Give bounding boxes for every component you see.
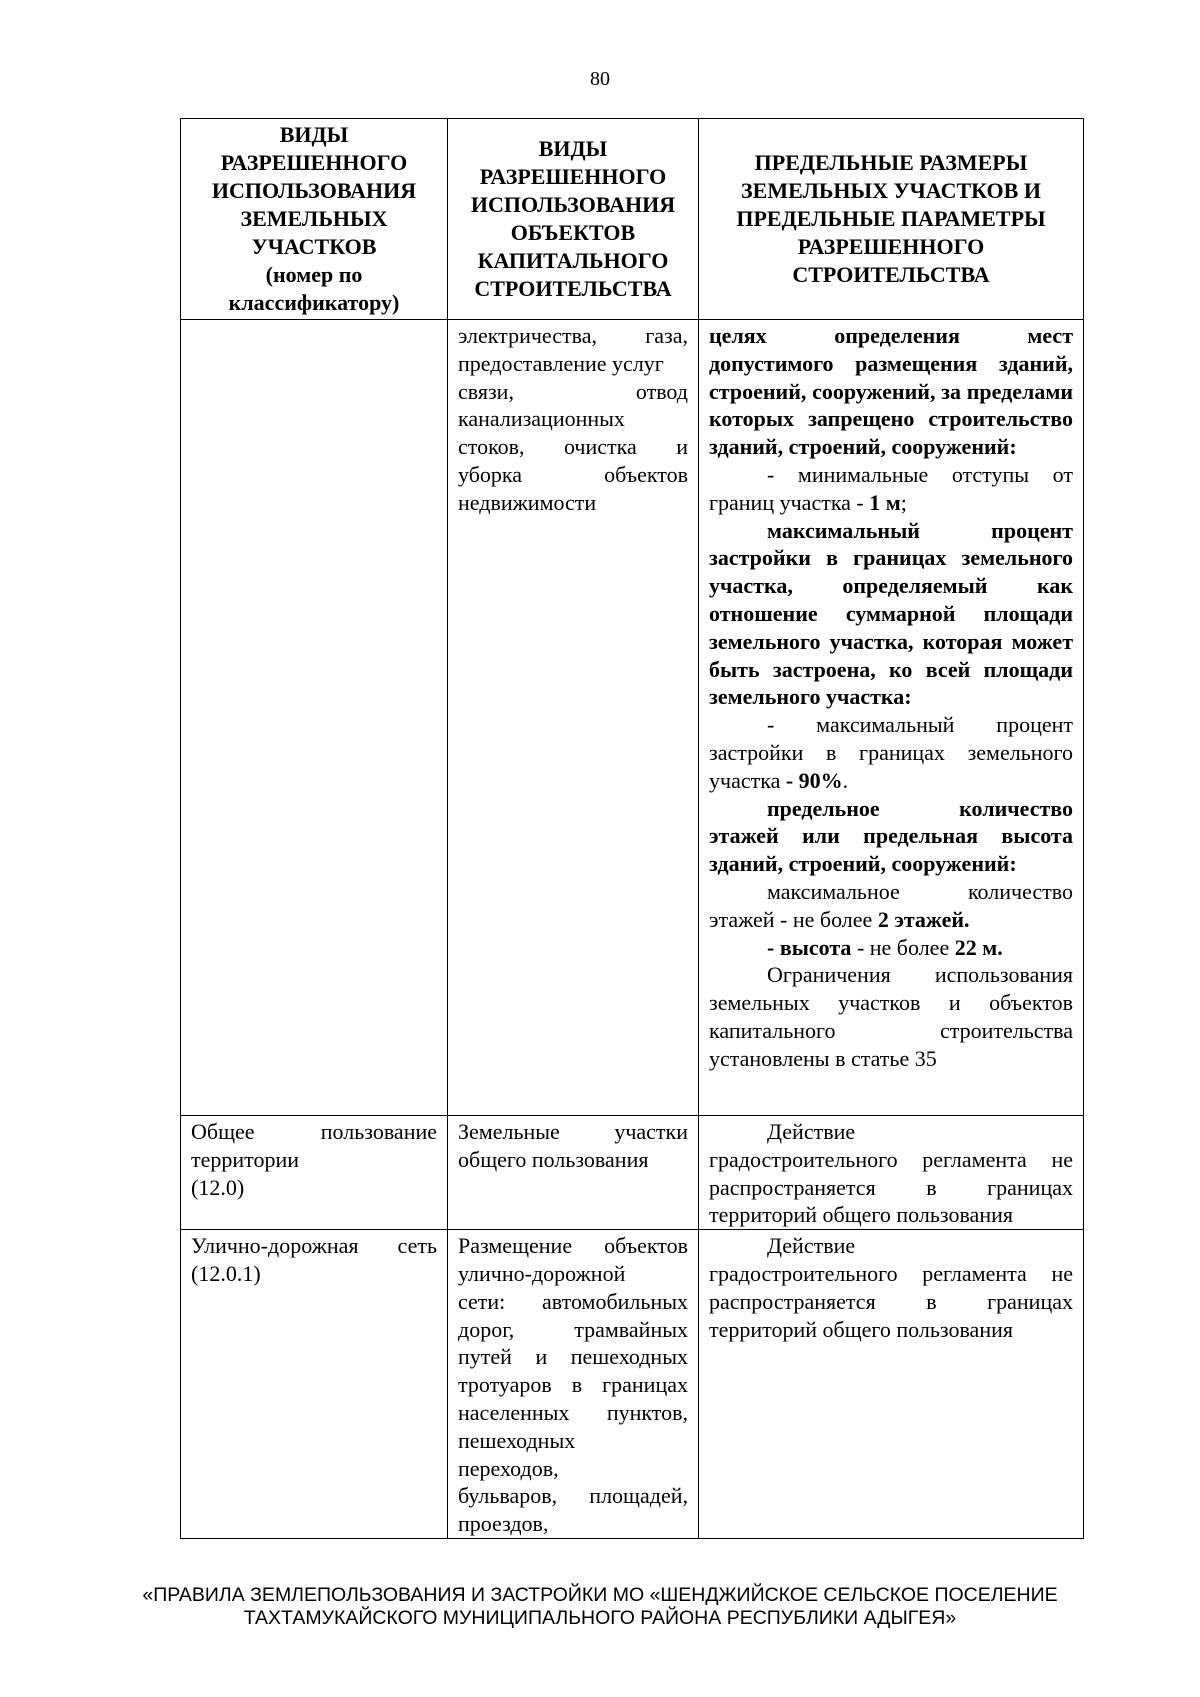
- footer-line: «ПРАВИЛА ЗЕМЛЕПОЛЬЗОВАНИЯ И ЗАСТРОЙКИ МО «ШЕНДЖИЙСКОЕ СЕЛЬСКОЕ ПОСЕЛЕНИЕ: [142, 1584, 1058, 1606]
- row1-land-use-cell: [181, 320, 448, 1116]
- document-footer: [0, 1584, 1200, 1630]
- footer-line: ТАХТАМУКАЙСКОГО МУНИЦИПАЛЬНОГО РАЙОНА РЕСПУБЛИКИ АДЫГЕЯ»: [243, 1607, 957, 1629]
- row1-col2-line: уборка объектов: [458, 461, 688, 487]
- classifier-code: (12.0.1): [191, 1260, 261, 1286]
- row1-col2-line: электричества, газа,: [458, 323, 688, 348]
- page-number: 80: [590, 68, 610, 90]
- row3-construction-cell: Размещение объектов улично-дорожной сети: автомобильных дорог, трамвайных путей и пешеходных тротуаров в границах населенных пунктов, пешеходных переходов, бульваров, площадей, проездов,: [448, 1230, 699, 1539]
- table-row: [181, 1230, 1084, 1539]
- min-setback-text: - минимальные отступы от границ участка - 1 м;: [709, 461, 1073, 515]
- header-classifier-note: (номер по классификатору): [228, 262, 400, 315]
- row1-col2-line: недвижимости: [458, 489, 597, 515]
- row1-parameters-cell: [699, 320, 1084, 1116]
- header-construction-use-types: ВИДЫ РАЗРЕШЕННОГО ИСПОЛЬЗОВАНИЯ ОБЪЕКТОВ КАПИТАЛЬНОГО СТРОИТЕЛЬСТВА: [448, 119, 699, 320]
- header-land-use-title: ВИДЫ РАЗРЕШЕННОГО ИСПОЛЬЗОВАНИЯ ЗЕМЕЛЬНЫХ УЧАСТКОВ: [211, 122, 417, 259]
- max-height-value: 22 м.: [954, 934, 1003, 960]
- max-floors-value: 2 этажей.: [877, 906, 970, 932]
- row1-col2-line: связи, отвод: [458, 378, 688, 404]
- row1-col2-line: стоков, очистка и: [458, 434, 688, 460]
- land-use-name: Общее пользование территории: [191, 1119, 437, 1172]
- row3-land-use-cell: [181, 1230, 448, 1539]
- header-limit-parameters: ПРЕДЕЛЬНЫЕ РАЗМЕРЫ ЗЕМЕЛЬНЫХ УЧАСТКОВ И ПРЕДЕЛЬНЫЕ ПАРАМЕТРЫ РАЗРЕШЕННОГО СТРОИТЕЛЬСТВА: [699, 119, 1084, 320]
- row2-parameters-cell: Действие градостроительного регламента не распространяется в границах территорий общего пользования: [699, 1116, 1084, 1230]
- max-coverage-value: - 90%: [785, 767, 843, 793]
- setback-purpose-text: целях определения мест допустимого размещения зданий, строений, сооружений, за пределами которых запрещено строительство зданий, строений, сооружений:: [709, 323, 1073, 460]
- floors-height-heading: предельное количество этажей или предельная высота зданий, строений, сооружений:: [709, 795, 1073, 877]
- row3-parameters-cell: Действие градостроительного регламента не распространяется в границах территорий общего пользования: [699, 1230, 1084, 1539]
- max-coverage-text: - максимальный процент застройки в границах земельного участка - 90%.: [709, 712, 1073, 793]
- table-header-row: [181, 119, 1084, 320]
- table-row: [181, 1116, 1084, 1230]
- header-land-use-types: [181, 119, 448, 320]
- row2-construction-cell: Земельные участки общего пользования: [448, 1116, 699, 1230]
- row1-col2-line: канализационных: [458, 406, 625, 432]
- min-setback-value: 1 м: [869, 489, 901, 515]
- land-use-name: Улично-дорожная сеть: [191, 1233, 437, 1259]
- max-floors-text: максимальное количество этажей - не более 2 этажей.: [709, 878, 1073, 932]
- table-row: [181, 320, 1084, 1116]
- row1-construction-cell: [448, 320, 699, 1116]
- row2-land-use-cell: [181, 1116, 448, 1230]
- regulations-table: [180, 118, 1084, 1539]
- classifier-code: (12.0): [191, 1174, 245, 1200]
- restrictions-note: Ограничения использования земельных участков и объектов капитального строительства установлены в статье 35: [709, 962, 1073, 1071]
- row1-col2-line: предоставление услуг: [458, 350, 664, 376]
- max-height-text: - высота - не более 22 м.: [767, 934, 1003, 960]
- max-coverage-heading: максимальный процент застройки в границах земельного участка, определяемый как отношение суммарной площади земельного участка, которая может быть застроена, ко всей площади земельного участка:: [709, 517, 1073, 710]
